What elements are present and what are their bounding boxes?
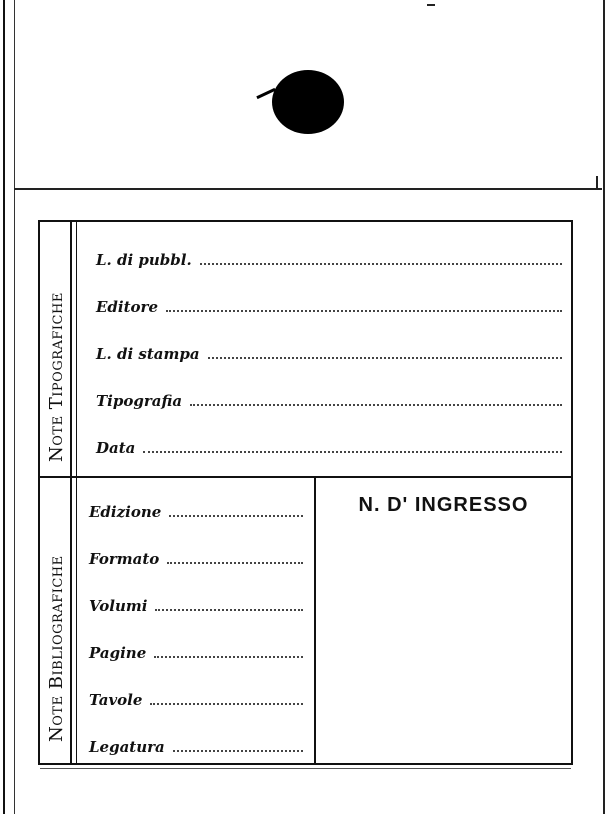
field-luogo-pubblicazione[interactable] bbox=[96, 245, 562, 269]
card-right-edge bbox=[603, 0, 605, 814]
dotted-fill-line bbox=[200, 263, 562, 265]
card-left-edge bbox=[3, 0, 5, 814]
dotted-fill-line bbox=[169, 515, 303, 517]
ingresso-divider bbox=[314, 478, 316, 764]
dotted-fill-line bbox=[150, 703, 303, 705]
dotted-fill-line bbox=[154, 656, 303, 658]
dotted-fill-line bbox=[190, 404, 562, 406]
field-label: Formato bbox=[89, 550, 160, 568]
dotted-fill-line bbox=[143, 451, 562, 453]
hang-hole bbox=[272, 70, 344, 134]
field-luogo-stampa[interactable] bbox=[96, 339, 562, 363]
field-label: L. di pubbl. bbox=[96, 251, 192, 269]
section-title-bibliografiche: Note Bibliografiche bbox=[46, 555, 67, 742]
field-label: Edizione bbox=[89, 503, 162, 521]
field-label: Legatura bbox=[89, 738, 165, 756]
section-divider bbox=[40, 476, 571, 478]
field-label: Tipografia bbox=[96, 392, 183, 410]
numero-ingresso-label: N. D' INGRESSO bbox=[358, 494, 529, 516]
field-label: L. di stampa bbox=[96, 345, 200, 363]
top-tick bbox=[427, 4, 435, 6]
field-tipografia[interactable] bbox=[96, 386, 562, 410]
section-title-tipografiche: Note Tipografiche bbox=[46, 292, 67, 462]
field-label: Editore bbox=[96, 298, 158, 316]
field-formato[interactable] bbox=[89, 544, 303, 568]
field-label: Tavole bbox=[89, 691, 143, 709]
field-tavole[interactable] bbox=[89, 685, 303, 709]
bottom-rule bbox=[40, 768, 571, 769]
title-column-rule-inner bbox=[76, 222, 77, 764]
field-editore[interactable] bbox=[96, 292, 562, 316]
field-volumi[interactable] bbox=[89, 591, 303, 615]
dotted-fill-line bbox=[166, 310, 562, 312]
field-pagine[interactable] bbox=[89, 638, 303, 662]
card-left-inner-edge bbox=[14, 0, 15, 814]
fold-line bbox=[14, 188, 602, 190]
field-edizione[interactable] bbox=[89, 497, 303, 521]
field-data[interactable] bbox=[96, 433, 562, 457]
title-column-rule bbox=[70, 222, 72, 764]
fold-line-end bbox=[596, 176, 598, 190]
field-label: Data bbox=[96, 439, 136, 457]
dotted-fill-line bbox=[173, 750, 303, 752]
dotted-fill-line bbox=[208, 357, 562, 359]
dotted-fill-line bbox=[155, 609, 303, 611]
dotted-fill-line bbox=[167, 562, 303, 564]
field-legatura[interactable] bbox=[89, 732, 303, 756]
field-label: Pagine bbox=[89, 644, 147, 662]
field-label: Volumi bbox=[89, 597, 148, 615]
